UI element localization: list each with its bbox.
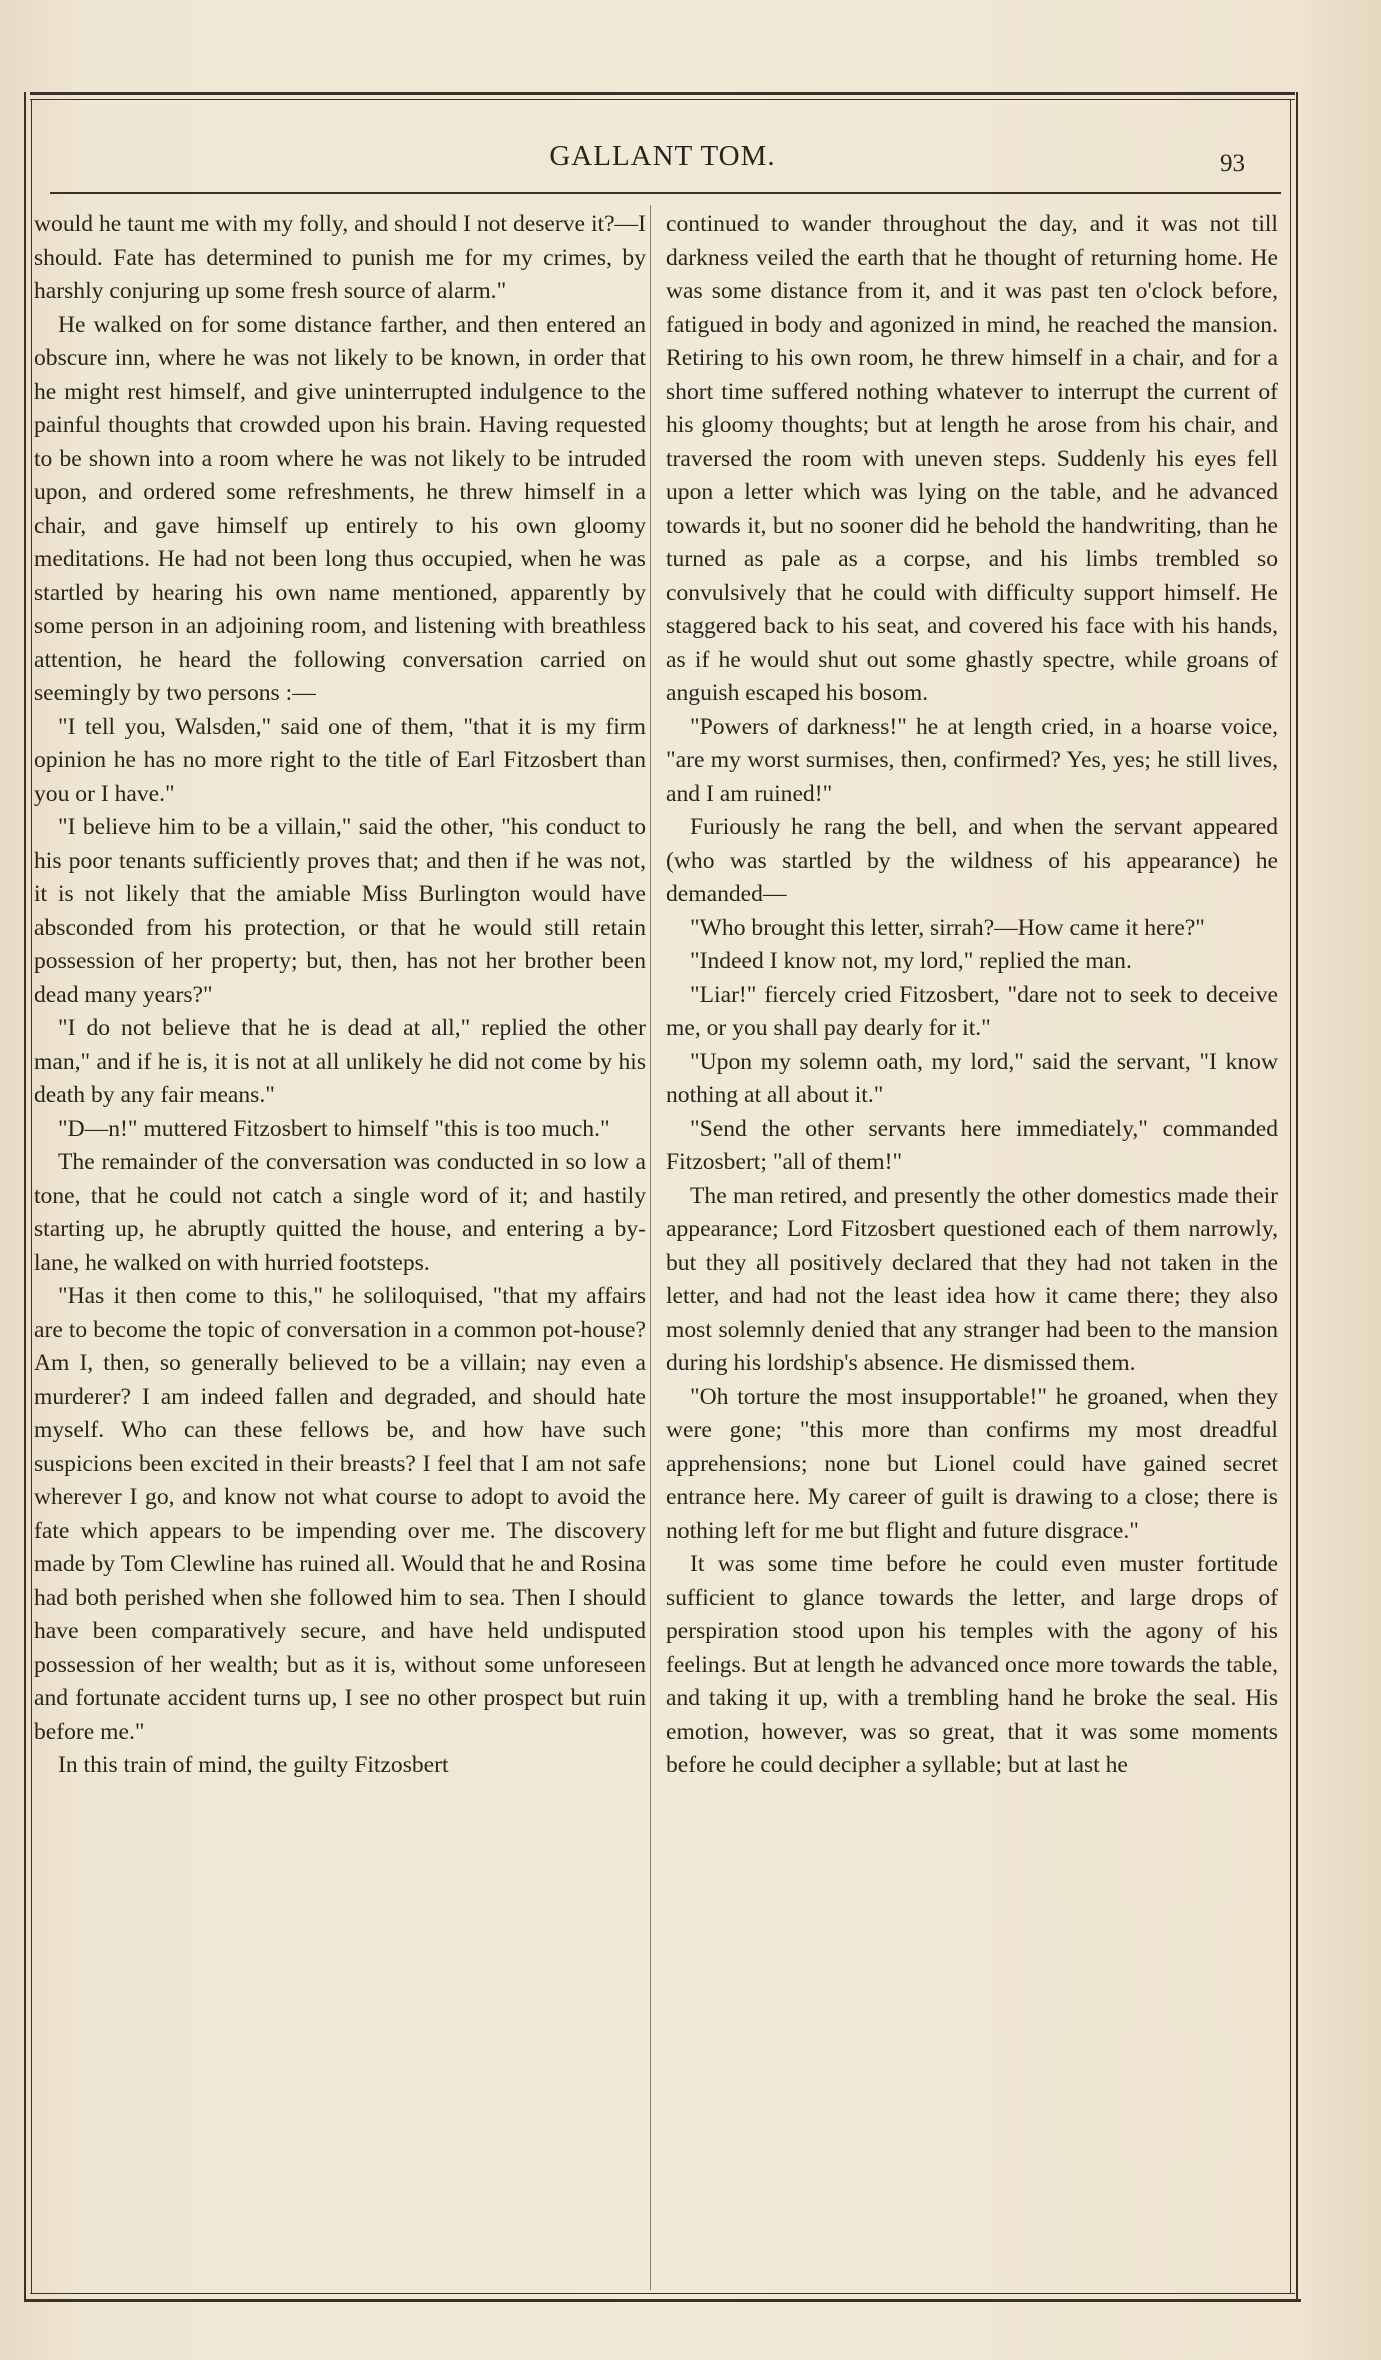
paragraph: "I do not believe that he is dead at all," replied the other man," and if he is, it is not at all unlikely he did not come by his death by any fair means."	[34, 1015, 646, 1108]
frame-bottom-thin-rule	[30, 2293, 1295, 2294]
paragraph: "I tell you, Walsden," said one of them, "that it is my firm opinion he has no more right to the title of Earl Fitzosbert than you or I have."	[34, 713, 646, 807]
paragraph: "Send the other servants here immediately," commanded Fitzosbert; "all of them!"	[666, 1115, 1278, 1175]
paragraph: "Oh torture the most insupportable!" he groaned, when they were gone; "this more than confirms my most dreadful apprehensions; none but Lionel could have gained secret entrance here. My career of guilt is drawing to a close; there is nothing left for me but flight and future disgrace."	[666, 1383, 1278, 1544]
paragraph: Furiously he rang the bell, and when the servant appeared (who was startled by the wildness of his appearance) he demanded—	[666, 814, 1278, 907]
column-divider	[650, 205, 651, 2290]
paragraph: would he taunt me with my folly, and should I not deserve it?—I should. Fate has determined to punish me for my crimes, by harshly conjuring up some fresh source of alarm."	[34, 211, 646, 304]
right-column	[666, 208, 1278, 1783]
paragraph: The remainder of the conversation was conducted in so low a tone, that he could not catch a single word of it; and hastily starting up, he abruptly quitted the house, and entering a by-lane, he walked on with hurried footsteps.	[34, 1149, 646, 1276]
frame-left-rule	[24, 92, 26, 2302]
paragraph: He walked on for some distance farther, and then entered an obscure inn, where he was not likely to be known, in order that he might rest himself, and give uninterrupted indulgence to the painful thoughts that crowded upon his brain. Having requested to be shown into a room where he was not likely to be intruded upon, and ordered some refreshments, he threw himself in a chair, and gave himself up entirely to his own gloomy meditations. He had not been long thus occupied, when he was startled by hearing his own name mentioned, apparently by some person in an adjoining room, and listening with breathless attention, he heard the following conversation carried on seemingly by two persons :—	[34, 311, 646, 706]
paragraph: "I believe him to be a villain," said the other, "his conduct to his poor tenants sufficiently proves that; and then if he was not, it is not likely that the amiable Miss Burlington would have absconded from his protection, or that he would still retain possession of her property; but, then, has not her brother been dead many years?"	[34, 814, 646, 1008]
paragraph: "Upon my solemn oath, my lord," said the servant, "I know nothing at all about it."	[666, 1048, 1278, 1108]
paragraph: It was some time before he could even muster fortitude sufficient to glance towards the letter, and large drops of perspiration stood upon his temples with the agony of his feelings. But at length he advanced once more towards the table, and taking it up, with a trembling hand he broke the seal. His emotion, however, was so great, that it was some moments before he could decipher a syllable; but at last he	[666, 1551, 1278, 1778]
frame-left-inner-rule	[31, 99, 32, 2294]
paragraph: The man retired, and presently the other domestics made their appearance; Lord Fitzosbert questioned each of them narrowly, but they all positively declared that they had not taken in the letter, and had not the least idea how it came there; they also most solemnly denied that any stranger had been to the mansion during his lordship's absence. He dismissed them.	[666, 1182, 1278, 1376]
paragraph: "Has it then come to this," he soliloquised, "that my affairs are to become the topic of conversation in a common pot-house? Am I, then, so generally believed to be a villain; nay even a murderer? I am indeed fallen and degraded, and should hate myself. Who can these fellows be, and how have such suspicions been excited in their breasts? I feel that I am not safe wherever I go, and know not what course to adopt to avoid the fate which appears to be impending over me. The discovery made by Tom Clewline has ruined all. Would that he and Rosina had both perished when she followed him to sea. Then I should have been comparatively secure, and have held undisputed possession of her wealth; but as it is, without some unforeseen and fortunate accident turns up, I see no other prospect but ruin before me."	[34, 1283, 646, 1745]
paragraph: "D—n!" muttered Fitzosbert to himself "this is too much."	[58, 1115, 610, 1142]
frame-top-thin-rule	[30, 99, 1295, 100]
frame-top-thick-rule	[30, 92, 1295, 95]
paragraph: "Liar!" fiercely cried Fitzosbert, "dare not to seek to deceive me, or you shall pay dearly for it."	[666, 981, 1278, 1041]
paragraph: In this train of mind, the guilty Fitzosbert	[58, 1752, 449, 1778]
running-title: GALLANT TOM.	[549, 140, 776, 172]
page-number: 93	[1220, 150, 1245, 177]
paragraph: continued to wander throughout the day, and it was not till darkness veiled the earth that he thought of returning home. He was some distance from it, and it was past ten o'clock before, fatigued in body and agonized in mind, he reached the mansion. Retiring to his own room, he threw himself in a chair, and for a short time suffered nothing whatever to interrupt the current of his gloomy thoughts; but at length he arose from his chair, and traversed the room with uneven steps. Suddenly his eyes fell upon a letter which was lying on the table, and he advanced towards it, but no sooner did he behold the handwriting, than he turned as pale as a corpse, and his limbs trembled so convulsively that he could with difficulty support himself. He staggered back to his seat, and covered his face with his hands, as if he would shut out some ghastly spectre, while groans of anguish escaped his bosom.	[666, 211, 1278, 706]
header-rule	[50, 192, 1281, 194]
paragraph: "Who brought this letter, sirrah?—How came it here?"	[690, 914, 1205, 941]
frame-right-inner-rule	[1290, 99, 1291, 2294]
paragraph: "Indeed I know not, my lord," replied the man.	[690, 948, 1132, 974]
frame-bottom-thick-rule	[24, 2299, 1301, 2302]
paragraph: "Powers of darkness!" he at length cried, in a hoarse voice, "are my worst surmises, then, confirmed? Yes, yes; he still lives, and I am ruined!"	[666, 713, 1278, 807]
page-header	[40, 140, 1285, 186]
left-column	[34, 208, 646, 1783]
frame-right-rule	[1296, 92, 1298, 2302]
